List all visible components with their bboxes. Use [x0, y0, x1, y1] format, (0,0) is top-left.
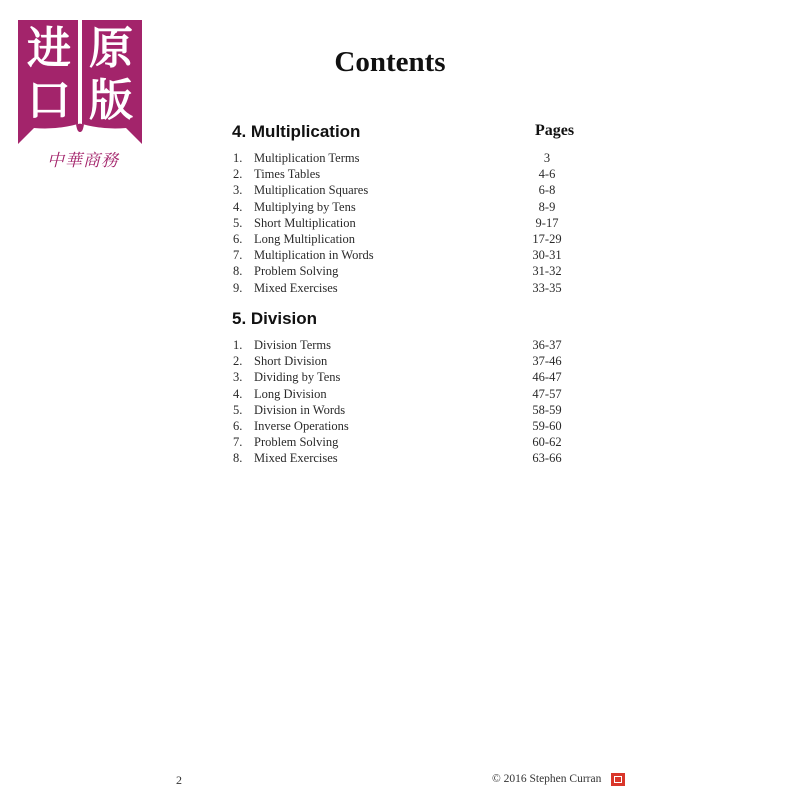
toc-entry	[232, 386, 592, 402]
stamp-subtitle: 中華商務	[47, 151, 119, 171]
page-number: 2	[176, 773, 182, 787]
entry-number: 6.	[233, 231, 243, 246]
stamp-char-kou: 口	[27, 75, 71, 126]
toc-entry	[232, 402, 592, 418]
toc-entry	[232, 166, 592, 182]
toc-entry	[232, 434, 592, 450]
entry-list	[232, 337, 592, 467]
entry-label: Short Multiplication	[254, 215, 356, 230]
entry-list	[232, 150, 592, 296]
entry-label: Division in Words	[254, 402, 346, 417]
section-division	[232, 309, 592, 467]
toc-entry	[232, 199, 592, 215]
entry-number: 4.	[233, 199, 243, 214]
entry-label: Problem Solving	[254, 435, 339, 450]
entry-pages: 63-66	[532, 451, 562, 466]
toc-entry	[232, 418, 592, 434]
entry-label: Division Terms	[254, 338, 332, 352]
entry-label: Problem Solving	[254, 264, 339, 279]
toc-entry	[232, 182, 592, 198]
entry-number: 2.	[233, 167, 243, 182]
import-edition-stamp	[16, 16, 144, 171]
entry-number: 5.	[233, 402, 243, 417]
entry-label: Multiplying by Tens	[254, 199, 356, 214]
entry-number: 2.	[233, 354, 243, 369]
entry-number: 1.	[233, 338, 243, 352]
entry-pages: 31-32	[532, 264, 562, 279]
pages-column-header: Pages	[535, 122, 575, 139]
entry-label: Mixed Exercises	[254, 451, 338, 466]
stamp-char-jin: 进	[27, 23, 71, 74]
stamp-char-ban: 版	[89, 75, 133, 126]
entry-number: 8.	[233, 451, 243, 466]
entry-number: 8.	[233, 264, 243, 279]
entry-number: 1.	[233, 151, 243, 165]
entry-pages: 47-57	[532, 386, 562, 401]
entry-label: Dividing by Tens	[254, 370, 341, 385]
entry-number: 3.	[233, 183, 243, 198]
entry-number: 9.	[233, 280, 243, 295]
entry-label: Mixed Exercises	[254, 280, 338, 295]
entry-number: 7.	[233, 248, 243, 263]
entry-pages: 60-62	[532, 435, 562, 450]
page-title: Contents	[334, 46, 446, 78]
entry-pages: 36-37	[532, 338, 562, 352]
entry-pages: 4-6	[538, 167, 556, 182]
entry-number: 5.	[233, 215, 243, 230]
entry-pages: 30-31	[532, 248, 562, 263]
entry-number: 3.	[233, 370, 243, 385]
toc-entry	[232, 337, 592, 353]
publisher-logo-icon	[611, 773, 625, 786]
toc-entry	[232, 353, 592, 369]
toc-entry	[232, 150, 592, 166]
entry-label: Times Tables	[254, 167, 321, 182]
entry-pages: 37-46	[532, 354, 562, 369]
toc-entry	[232, 231, 592, 247]
entry-pages: 3	[543, 151, 551, 165]
section-title: 5. Division	[232, 309, 318, 328]
toc-entry	[232, 450, 592, 466]
entry-number: 7.	[233, 435, 243, 450]
entry-label: Multiplication Terms	[254, 151, 360, 165]
section-multiplication	[232, 122, 592, 296]
stamp-char-yuan: 原	[89, 23, 133, 74]
toc-entry	[232, 280, 592, 296]
section-header	[232, 122, 592, 150]
section-header	[232, 309, 592, 337]
entry-pages: 8-9	[538, 199, 556, 214]
section-title: 4. Multiplication	[232, 122, 361, 141]
entry-pages: 17-29	[532, 231, 562, 246]
entry-number: 6.	[233, 418, 243, 433]
entry-label: Short Division	[254, 354, 328, 369]
entry-label: Long Division	[254, 386, 327, 401]
entry-pages: 58-59	[532, 402, 562, 417]
entry-label: Long Multiplication	[254, 231, 356, 246]
entry-pages: 46-47	[532, 370, 562, 385]
toc-entry	[232, 247, 592, 263]
entry-label: Inverse Operations	[254, 418, 349, 433]
entry-pages: 9-17	[535, 215, 559, 230]
entry-number: 4.	[233, 386, 243, 401]
toc-entry	[232, 263, 592, 279]
entry-pages: 33-35	[532, 280, 562, 295]
copyright-notice: © 2016 Stephen Curran	[492, 773, 602, 785]
entry-pages: 59-60	[532, 418, 562, 433]
toc-entry	[232, 369, 592, 385]
entry-label: Multiplication in Words	[254, 248, 374, 263]
entry-label: Multiplication Squares	[254, 183, 369, 198]
toc-entry	[232, 215, 592, 231]
entry-pages: 6-8	[538, 183, 556, 198]
